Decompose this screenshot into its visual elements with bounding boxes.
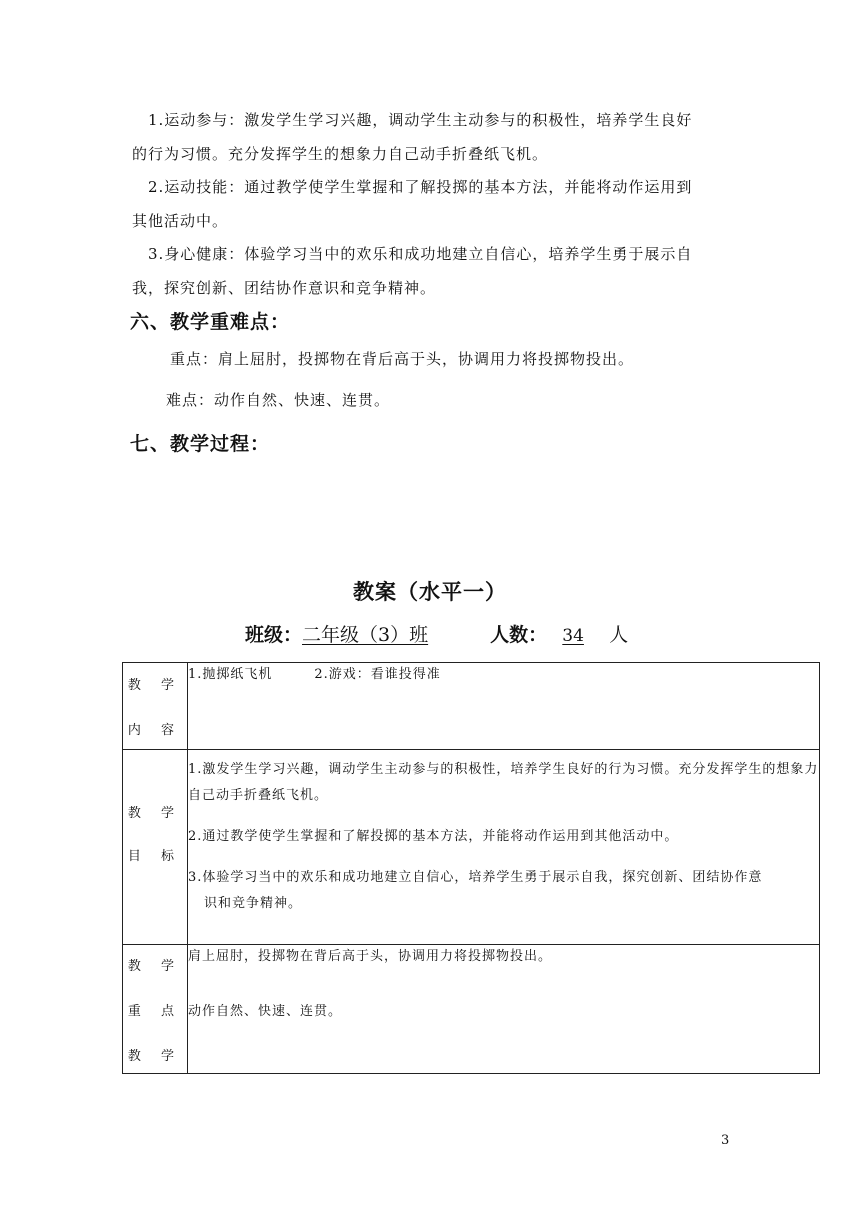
keys-label-3: 教 学 bbox=[127, 1049, 183, 1064]
content-label-bottom: 内 容 bbox=[127, 723, 183, 738]
page-number: 3 bbox=[721, 1133, 730, 1148]
objective-2-line2: 其他活动中。 bbox=[132, 212, 229, 230]
goal-item-3-line2: 识和竞争精神。 bbox=[204, 896, 303, 911]
count-unit: 人 bbox=[609, 624, 629, 646]
objective-1 bbox=[132, 103, 732, 171]
plan-title: 教案（水平一） bbox=[353, 580, 507, 604]
objective-1-line1: 1.运动参与：激发学生学习兴趣，调动学生主动参与的积极性，培养学生良好 bbox=[148, 111, 693, 129]
objective-3-line2: 我，探究创新、团结协作意识和竞争精神。 bbox=[132, 279, 437, 297]
lesson-plan-table bbox=[122, 662, 820, 1074]
difficulty-text: 难点：动作自然、快速、连贯。 bbox=[166, 391, 391, 409]
objective-1-line2: 的行为习惯。充分发挥学生的想象力自己动手折叠纸飞机。 bbox=[132, 145, 549, 163]
table-row-content bbox=[123, 663, 820, 750]
goals-label-top: 教 学 bbox=[127, 806, 183, 821]
class-label: 班级： bbox=[245, 624, 303, 646]
goal-item-3-line1: 3.体验学习当中的欢乐和成功地建立自信心，培养学生勇于展示自我，探究创新、团结协作意 bbox=[188, 870, 763, 885]
content-text-cell bbox=[188, 663, 820, 750]
objective-3 bbox=[132, 237, 732, 305]
goals-label-cell bbox=[123, 750, 188, 945]
objective-2-line1: 2.运动技能：通过教学使学生掌握和了解投掷的基本方法，并能将动作运用到 bbox=[148, 178, 693, 196]
goals-text-cell bbox=[188, 750, 820, 945]
keys-text-1: 肩上屈肘，投掷物在背后高于头，协调用力将投掷物投出。 bbox=[188, 949, 553, 964]
content-label-top: 教 学 bbox=[127, 678, 183, 693]
class-info-line bbox=[245, 620, 628, 647]
keys-label-2: 重 点 bbox=[127, 1004, 183, 1019]
objective-2 bbox=[132, 170, 732, 238]
content-label-cell bbox=[123, 663, 188, 750]
keys-text-cell bbox=[188, 945, 820, 1074]
keys-text-2: 动作自然、快速、连贯。 bbox=[188, 1004, 343, 1019]
key-point-text: 重点：肩上屈肘，投掷物在背后高于头，协调用力将投掷物投出。 bbox=[170, 350, 635, 368]
keys-label-1: 教 学 bbox=[127, 959, 183, 974]
content-text: 1.抛掷纸飞机 2.游戏：看谁投得准 bbox=[188, 667, 441, 682]
objective-3-line1: 3.身心健康：体验学习当中的欢乐和成功地建立自信心，培养学生勇于展示自 bbox=[148, 245, 693, 263]
keys-label-cell bbox=[123, 945, 188, 1074]
goal-item-2: 2.通过教学使学生掌握和了解投掷的基本方法，并能将动作运用到其他活动中。 bbox=[188, 829, 679, 844]
section-7-heading: 七、教学过程： bbox=[130, 433, 271, 455]
count-label: 人数： bbox=[490, 624, 548, 646]
section-6-heading: 六、教学重难点： bbox=[130, 311, 291, 333]
table-row-keys bbox=[123, 945, 820, 1074]
goals-label-bottom: 目 标 bbox=[127, 849, 183, 864]
goal-item-3 bbox=[188, 865, 819, 917]
table-row-goals bbox=[123, 750, 820, 945]
count-value: 34 bbox=[562, 626, 584, 646]
goal-item-1: 1.激发学生学习兴趣，调动学生主动参与的积极性，培养学生良好的行为习惯。充分发挥学生的想象力自己动手折叠纸飞机。 bbox=[188, 762, 819, 803]
class-value: 二年级（3）班 bbox=[302, 624, 429, 646]
